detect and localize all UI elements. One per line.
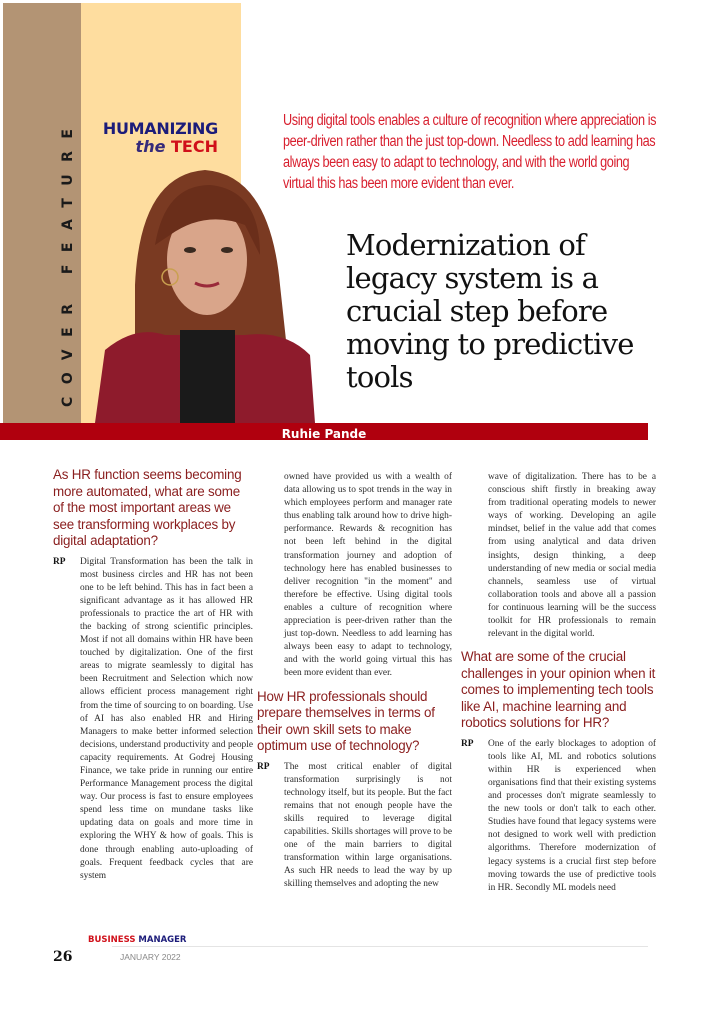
- brand-tech: TECH: [171, 137, 218, 156]
- question-2: How HR professionals should prepare themselves in terms of their own skill sets to make optimum use of technology?: [257, 688, 435, 753]
- question-3: What are some of the crucial challenges in your opinion when it comes to implementing tech tools like AI, machine learning and robotics solutions for HR?: [461, 649, 656, 731]
- footer-divider: [112, 946, 648, 947]
- answer-1-continued: owned have provided us with a wealth of data allowing us to spot trends in the way in which employees perform and manager rate thus enabling talk around how to drive high-performance. Rewards & recognition has not been left behind in the digital transformation journey and adoption of technology here has enabled businesses to deliver recognition "in the moment" and therefore be effective. Using digital tools enables a culture of recognition where appreciation is peer-driven rather than the just top-down. Needless to add learning has always been easy to adapt to technology, and with the world going virtual this has been more evident than ever.: [284, 472, 452, 679]
- issue-date: JANUARY 2022: [120, 952, 181, 962]
- pull-quote: Using digital tools enables a culture of recognition where appreciation is peer-driven rather than the just top-down. Needless to add learning has always been easy to adapt to technology, and with the world going virtual this has been more evident than ever.: [283, 112, 657, 192]
- brand-line1: HUMANIZING: [102, 119, 218, 138]
- answer-2-continued: wave of digitalization. There has to be a conscious shift firstly in breaking away from traditional operating models to newer ways of working. Developing an agile mindset, belief in the value add that comes from using analytical and data driven insights, design thinking, a deep understanding of new media or social media channels, seamless use of virtual collaboration tools and above all a passion for continuous learning will be the success toolkit for HR professionals to remain relevant in the digital world.: [488, 472, 656, 640]
- answer-3-text: One of the early blockages to adoption of tools like AI, ML and robotics solutions within HR is experienced when organisations find that their existing systems and processes don't migrate seamlessly to the new tools or don't talk to each other. Studies have found that legacy systems were not designed to work well with prediction algorithms. Therefore modernization of legacy systems is a crucial first step before moving towards the use of predictive tools in HR. Secondly ML models need: [488, 738, 656, 893]
- speaker-tag: RP: [257, 761, 270, 772]
- headline: Modernization of legacy system is a crucial step before moving to predictive tools: [346, 228, 634, 394]
- answer-2: [257, 761, 452, 892]
- answer-1-text: Digital Transformation has been the talk in most business circles and HR has not been one to be left behind. This has in fact been a significant advantage as it has allowed HR professionals to practice the art of HR with the backing of strong scientific principles. Most if not all domains within HR have been touched by digitalization. One of the first areas to migrate seamlessly to digital has been Recruitment and Selection which now allows efficient process management right from the time of sourcing to on boarding. Use of AI has also enabled HR and Hiring Managers to make better informed selection decisions, understand productivity and people capacity requirements. At Godrej Housing Finance, we take pride in running our entire Performance Management process the digital way. Our process is fast to ensure employees spend less time on mundane tasks like updating data on goals and more time in exploring the WHY & how of goals. This is done through enabling auto-uploading of goals. Frequent feedback cycles that are system: [80, 556, 253, 881]
- column-3: [461, 471, 656, 895]
- brand-the: the: [135, 137, 166, 156]
- column-1: [53, 467, 253, 883]
- answer-1: [53, 556, 253, 883]
- speaker-tag: RP: [53, 556, 66, 567]
- portrait-photo: [95, 165, 315, 423]
- speaker-tag: RP: [461, 738, 474, 749]
- column-2: [257, 471, 452, 891]
- answer-2-text: The most critical enabler of digital transformation surprisingly is not technology itself, but its people. But the fact remains that not enough people have the skills required to leverage digital capabilities. Skills shortages will prove to be one of the main barriers to digital transformation within large organisations. As such HR needs to lead the way by up skilling themselves and adopting the new: [284, 761, 452, 890]
- pub-manager: MANAGER: [138, 935, 187, 945]
- publication-name: [88, 935, 186, 945]
- question-1: As HR function seems becoming more automated, what are some of the most important areas we see transforming workplaces by digital adaptation?: [53, 467, 242, 548]
- section-label-vertical: COVER FEATURE: [60, 116, 76, 407]
- pub-business: BUSINESS: [88, 935, 136, 945]
- author-name: Ruhie Pande: [281, 427, 367, 441]
- page-number: 26: [53, 949, 73, 965]
- column-brand: [98, 120, 218, 156]
- author-bar: [0, 423, 648, 440]
- answer-3: [461, 738, 656, 895]
